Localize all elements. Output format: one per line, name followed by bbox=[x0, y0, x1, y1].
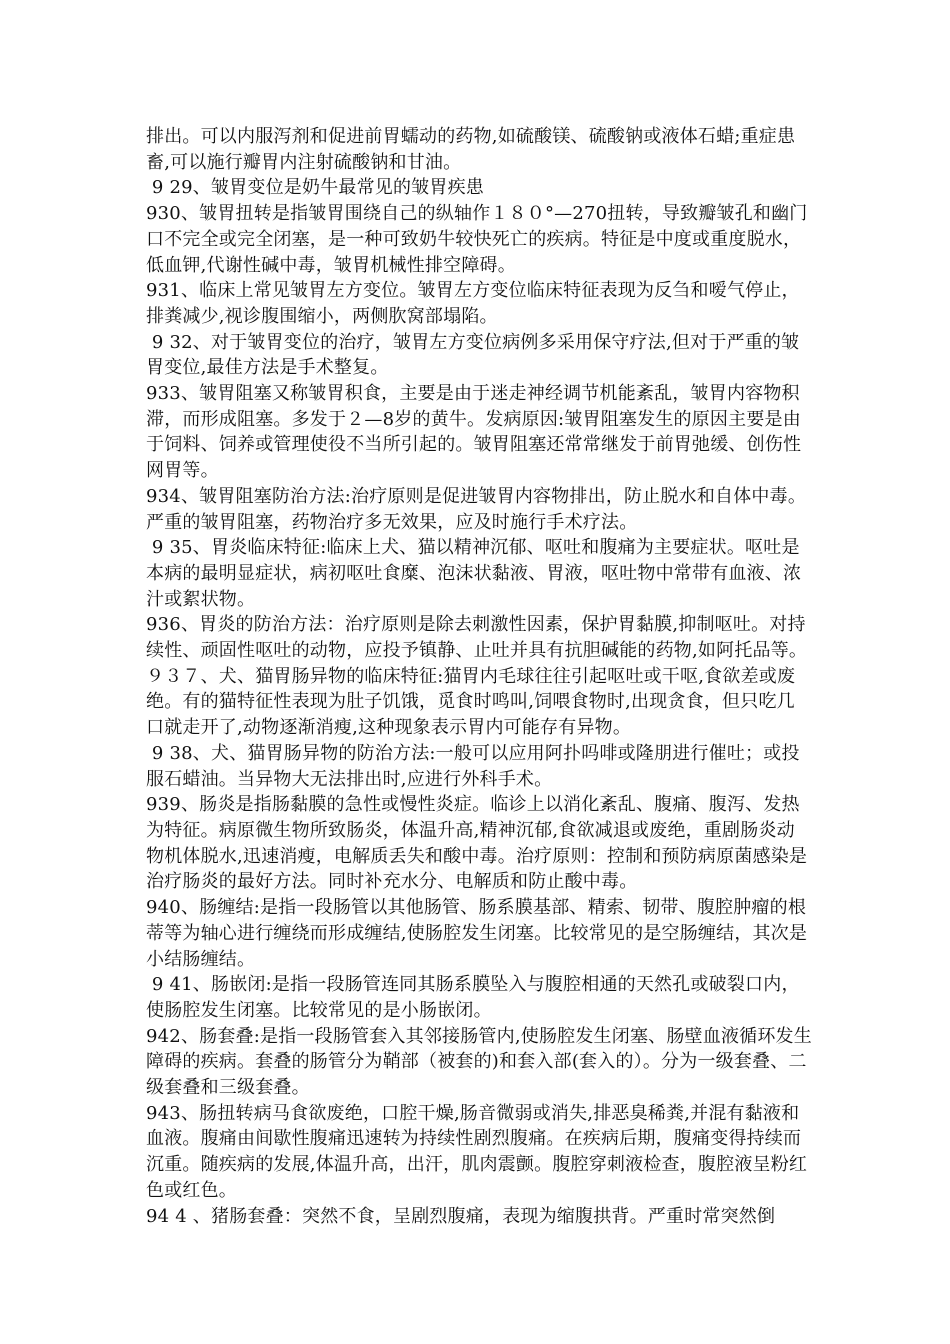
paragraph: 942、肠套叠:是指一段肠管套入其邻接肠管内,使肠腔发生闭塞、肠壁血液循环发生障碍的疾病。套叠的肠管分为鞘部（被套的)和套入部(套入的）。分为一级套叠、二级套叠和三级套叠。 bbox=[146, 1025, 812, 1099]
paragraph: 9 35、胃炎临床特征:临床上犬、猫以精神沉郁、呕吐和腹痛为主要症状。呕吐是本病的最明显症状，病初呕吐食糜、泡沫状黏液、胃液，呕吐物中常带有血液、浓汁或絮状物。 bbox=[146, 537, 802, 610]
document-body bbox=[146, 124, 812, 1229]
paragraph: 930、皱胃扭转是指皱胃围绕自己的纵轴作１８０°—270扭转，导致瓣皱孔和幽门口不完全或完全闭塞，是一种可致奶牛较快死亡的疾病。特征是中度或重度脱水，低血钾,代谢性碱中毒，皱胃机械性排空障碍。 bbox=[146, 203, 808, 276]
paragraph: 9 41、肠嵌闭:是指一段肠管连同其肠系膜坠入与腹腔相通的天然孔或破裂口内，使肠腔发生闭塞。比较常见的是小肠嵌闭。 bbox=[146, 974, 800, 1021]
paragraph: 931、临床上常见皱胃左方变位。皱胃左方变位临床特征表现为反刍和嗳气停止，排粪减少,视诊腹围缩小，两侧肷窝部塌陷。 bbox=[146, 280, 800, 327]
paragraph: ９３７、犬、猫胃肠异物的临床特征:猫胃内毛球往往引起呕吐或干呕,食欲差或废绝。有的猫特征性表现为肚子饥饿，觅食时鸣叫,饲喂食物时,出现贪食，但只吃几口就走开了,动物逐渐消瘦,这种现象表示胃内可能存有异物。 bbox=[146, 665, 796, 739]
paragraph: 933、皱胃阻塞又称皱胃积食，主要是由于迷走神经调节机能紊乱，皱胃内容物积滞，而形成阻塞。多发于２—8岁的黄牛。发病原因:皱胃阻塞发生的原因主要是由于饲料、饲养或管理使役不当所引起的。皱胃阻塞还常常继发于前胃弛缓、创伤性网胃等。 bbox=[146, 383, 802, 482]
paragraph: 9 38、犬、猫胃肠异物的防治方法:一般可以应用阿扑吗啡或隆朋进行催吐；或投服石蜡油。当异物大无法排出时,应进行外科手术。 bbox=[146, 742, 800, 790]
paragraph: 9 29、皱胃变位是奶牛最常见的皱胃疾患 bbox=[146, 177, 484, 199]
paragraph: 943、肠扭转病马食欲废绝，口腔干燥,肠音微弱或消失,排恶臭稀粪,并混有黏液和血液。腹痛由间歇性腹痛迅速转为持续性剧烈腹痛。在疾病后期，腹痛变得持续而沉重。随疾病的发展,体温升高，出汗，肌肉震颤。腹腔穿刺液检查，腹腔液呈粉红色或红色。 bbox=[146, 1102, 808, 1201]
paragraph: 940、肠缠结:是指一段肠管以其他肠管、肠系膜基部、精索、韧带、腹腔肿瘤的根蒂等为轴心进行缠绕而形成缠结,使肠腔发生闭塞。比较常见的是空肠缠结，其次是小结肠缠结。 bbox=[146, 897, 808, 970]
paragraph: 939、肠炎是指肠黏膜的急性或慢性炎症。临诊上以消化紊乱、腹痛、腹泻、发热为特征。病原微生物所致肠炎，体温升高,精神沉郁,食欲减退或废绝，重剧肠炎动物机体脱水,迅速消瘦，电解质丢失和酸中毒。治疗原则：控制和预防病原菌感染是治疗肠炎的最好方法。同时补充水分、电解质和防止酸中毒。 bbox=[146, 794, 808, 893]
paragraph: 9 32、对于皱胃变位的治疗，皱胃左方变位病例多采用保守疗法,但对于严重的皱胃变位,最佳方法是手术整复。 bbox=[146, 331, 800, 379]
paragraph: 934、皱胃阻塞防治方法:治疗原则是促进皱胃内容物排出，防止脱水和自体中毒。严重的皱胃阻塞，药物治疗多无效果，应及时施行手术疗法。 bbox=[146, 485, 807, 533]
paragraph: 936、胃炎的防治方法：治疗原则是除去刺激性因素，保护胃黏膜,抑制呕吐。对持续性、顽固性呕吐的动物，应投予镇静、止吐并具有抗胆碱能的药物,如阿托品等。 bbox=[146, 614, 808, 662]
paragraph: 94 4 、猪肠套叠：突然不食，呈剧烈腹痛，表现为缩腹拱背。严重时常突然倒 bbox=[146, 1205, 776, 1227]
paragraph: 排出。可以内服泻剂和促进前胃蠕动的药物,如硫酸镁、硫酸钠或液体石蜡;重症患畜,可以施行瓣胃内注射硫酸钠和甘油。 bbox=[146, 126, 796, 173]
